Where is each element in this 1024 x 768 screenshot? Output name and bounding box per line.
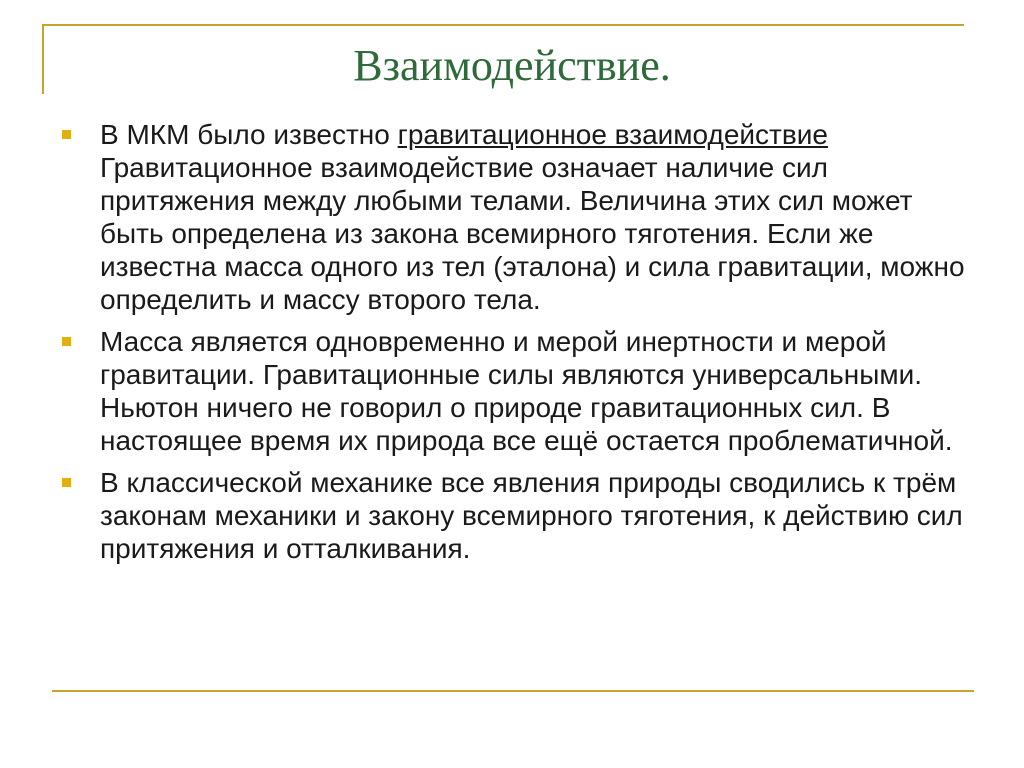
bullet-body-text: Масса является одновременно и мерой инертности и мерой гравитации. Гравитационные силы являются универсальными. Ньютон ничего не говорил о природе гравитационных сил. В настоящее время их природа все ещё остается проблематичной. <box>100 326 953 456</box>
bullet-list <box>62 118 972 574</box>
gravity-link-text: гравитационное взаимодействие <box>397 119 828 150</box>
bullet-item-gravity <box>62 118 972 316</box>
bullet-item-classical-mechanics <box>62 466 972 565</box>
frame-top-line <box>42 24 964 26</box>
slide-title: Взаимодействие. <box>353 41 671 90</box>
square-bullet-icon <box>62 130 71 139</box>
frame-bottom-line <box>52 690 974 692</box>
bullet-lead-text: В МКМ было известно <box>100 119 398 150</box>
square-bullet-icon <box>62 337 71 346</box>
bullet-item-mass <box>62 325 972 457</box>
bullet-body-text: Гравитационное взаимодействие означает наличие сил притяжения между любыми телами. Величина этих сил может быть определена из закона всемирного тяготения. Если же известна масса одного из тел (эталона) и сила гравитации, можно определить и массу второго тела. <box>100 152 965 315</box>
square-bullet-icon <box>62 478 71 487</box>
bullet-body-text: В классической механике все явления природы сводились к трём законам механики и закону всемирного тяготения, к действию сил притяжения и отталкивания. <box>100 467 963 564</box>
